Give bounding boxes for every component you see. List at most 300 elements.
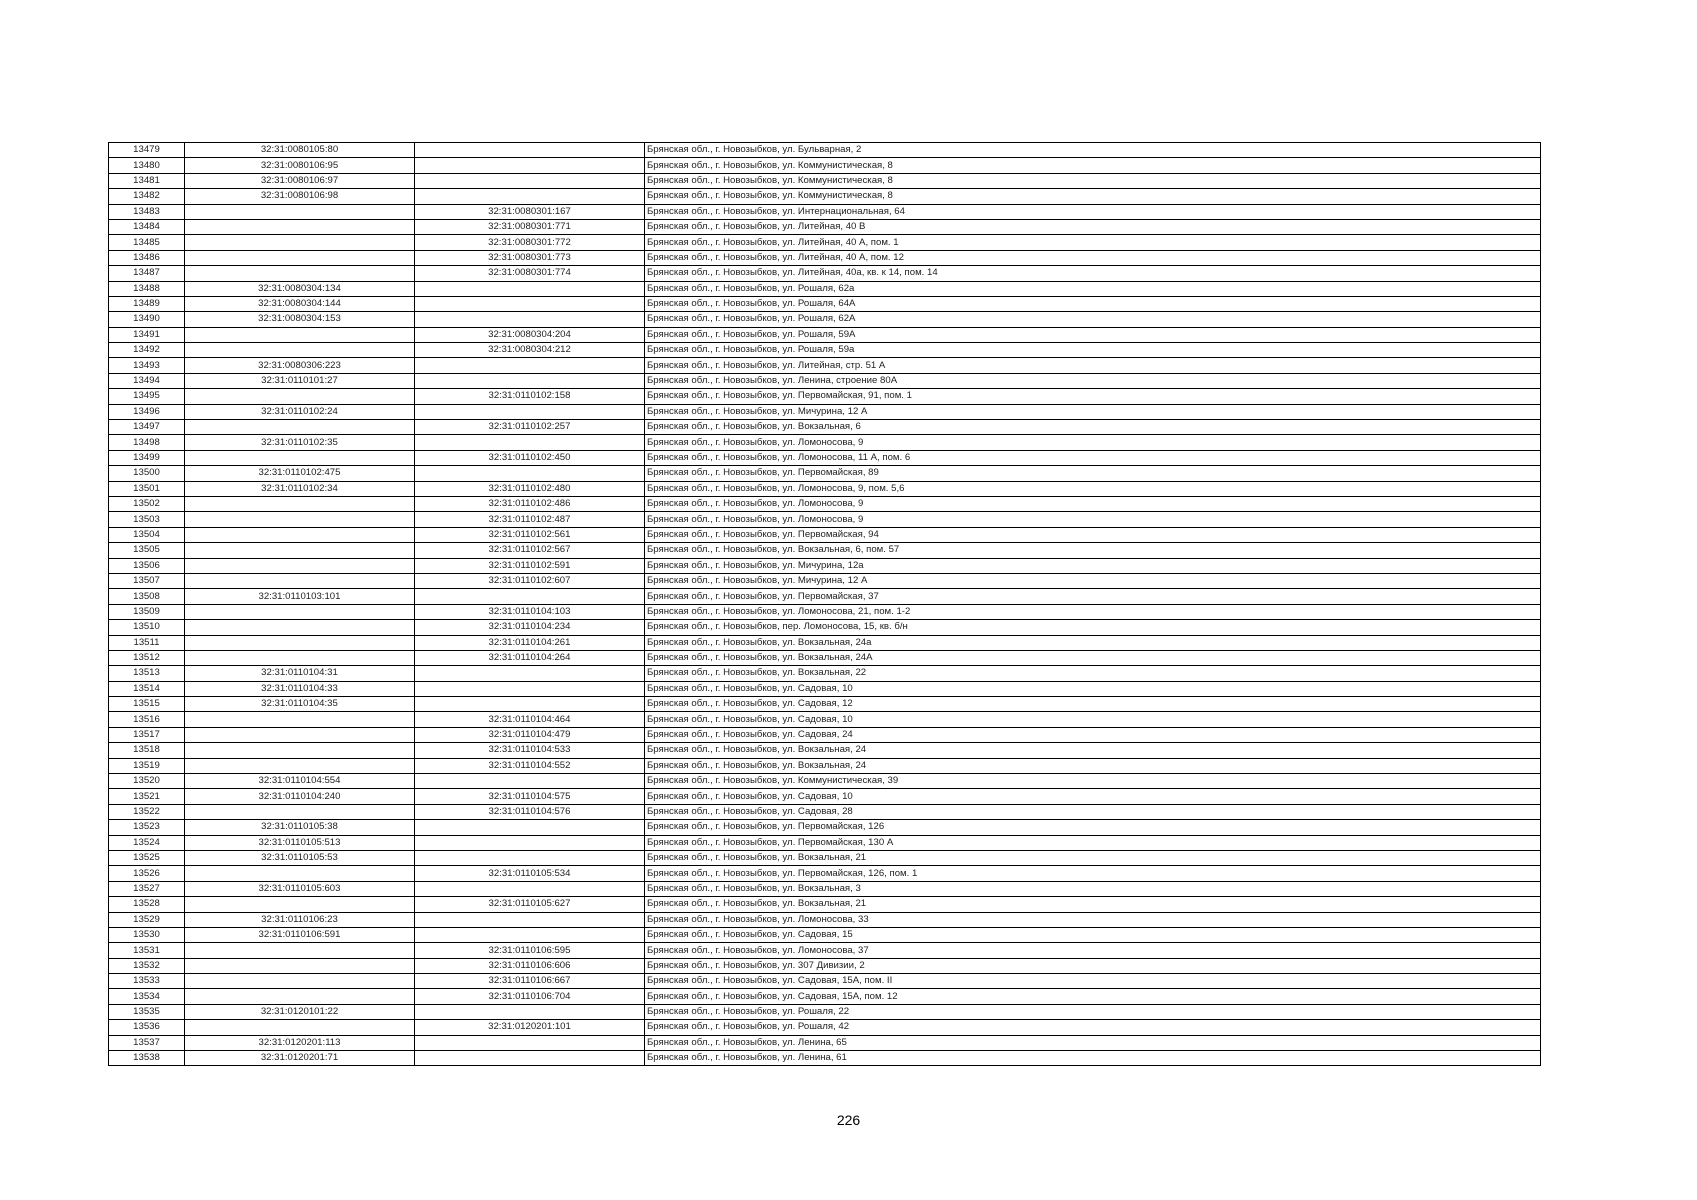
table-row xyxy=(109,389,1541,404)
row-number-cell: 13512 xyxy=(109,650,185,665)
cadastral-number-alt-cell xyxy=(415,435,645,450)
cadastral-number-alt-cell: 32:31:0110102:607 xyxy=(415,573,645,588)
address-cell: Брянская обл., г. Новозыбков, пер. Ломоносова, 15, кв. б/н xyxy=(645,620,1541,635)
address-cell: Брянская обл., г. Новозыбков, ул. Рошаля, 59а xyxy=(645,343,1541,358)
table-row xyxy=(109,589,1541,604)
cadastral-number-alt-cell xyxy=(415,589,645,604)
cadastral-number-alt-cell: 32:31:0110104:264 xyxy=(415,650,645,665)
cadastral-number-cell xyxy=(185,327,415,342)
row-number-cell: 13495 xyxy=(109,389,185,404)
table-row xyxy=(109,758,1541,773)
cadastral-number-cell xyxy=(185,758,415,773)
table-row xyxy=(109,835,1541,850)
row-number-cell: 13510 xyxy=(109,620,185,635)
cadastral-number-cell: 32:31:0110104:554 xyxy=(185,774,415,789)
cadastral-number-alt-cell xyxy=(415,681,645,696)
row-number-cell: 13505 xyxy=(109,543,185,558)
cadastral-number-alt-cell: 32:31:0110104:552 xyxy=(415,758,645,773)
cadastral-number-cell xyxy=(185,958,415,973)
table-row xyxy=(109,189,1541,204)
row-number-cell: 13520 xyxy=(109,774,185,789)
row-number-cell: 13514 xyxy=(109,681,185,696)
table-row xyxy=(109,620,1541,635)
cadastral-number-alt-cell xyxy=(415,881,645,896)
row-number-cell: 13501 xyxy=(109,481,185,496)
table-row xyxy=(109,358,1541,373)
table-row xyxy=(109,958,1541,973)
row-number-cell: 13486 xyxy=(109,250,185,265)
row-number-cell: 13481 xyxy=(109,173,185,188)
cadastral-number-cell xyxy=(185,512,415,527)
cadastral-number-cell xyxy=(185,235,415,250)
cadastral-number-cell xyxy=(185,604,415,619)
address-cell: Брянская обл., г. Новозыбков, ул. Садовая, 28 xyxy=(645,804,1541,819)
table-row xyxy=(109,804,1541,819)
address-cell: Брянская обл., г. Новозыбков, ул. Ломоносова, 9 xyxy=(645,435,1541,450)
address-cell: Брянская обл., г. Новозыбков, ул. Садовая, 15А, пом. 12 xyxy=(645,989,1541,1004)
registry-table-body xyxy=(109,143,1541,1066)
cadastral-number-cell: 32:31:0110104:35 xyxy=(185,697,415,712)
row-number-cell: 13522 xyxy=(109,804,185,819)
cadastral-number-cell xyxy=(185,420,415,435)
table-row xyxy=(109,543,1541,558)
table-row xyxy=(109,666,1541,681)
table-row xyxy=(109,897,1541,912)
table-row xyxy=(109,635,1541,650)
cadastral-number-cell: 32:31:0120201:71 xyxy=(185,1051,415,1066)
cadastral-number-cell xyxy=(185,804,415,819)
row-number-cell: 13521 xyxy=(109,789,185,804)
table-row xyxy=(109,697,1541,712)
cadastral-number-cell: 32:31:0110104:240 xyxy=(185,789,415,804)
row-number-cell: 13517 xyxy=(109,727,185,742)
cadastral-number-cell xyxy=(185,496,415,511)
address-cell: Брянская обл., г. Новозыбков, ул. Ломоносова, 9 xyxy=(645,512,1541,527)
table-row xyxy=(109,204,1541,219)
cadastral-number-alt-cell: 32:31:0110102:567 xyxy=(415,543,645,558)
cadastral-number-alt-cell: 32:31:0080301:773 xyxy=(415,250,645,265)
table-row xyxy=(109,450,1541,465)
table-row xyxy=(109,481,1541,496)
cadastral-number-cell xyxy=(185,712,415,727)
address-cell: Брянская обл., г. Новозыбков, ул. Вокзальная, 22 xyxy=(645,666,1541,681)
cadastral-number-cell: 32:31:0120201:113 xyxy=(185,1035,415,1050)
address-cell: Брянская обл., г. Новозыбков, ул. 307 Дивизии, 2 xyxy=(645,958,1541,973)
cadastral-number-cell: 32:31:0110106:591 xyxy=(185,927,415,942)
cadastral-number-cell: 32:31:0110105:53 xyxy=(185,850,415,865)
cadastral-number-alt-cell: 32:31:0110104:533 xyxy=(415,743,645,758)
cadastral-number-alt-cell xyxy=(415,358,645,373)
address-cell: Брянская обл., г. Новозыбков, ул. Садовая, 10 xyxy=(645,681,1541,696)
row-number-cell: 13487 xyxy=(109,266,185,281)
cadastral-number-alt-cell xyxy=(415,1004,645,1019)
cadastral-number-cell: 32:31:0080304:144 xyxy=(185,296,415,311)
cadastral-number-cell: 32:31:0110106:23 xyxy=(185,912,415,927)
cadastral-number-cell xyxy=(185,866,415,881)
table-row xyxy=(109,420,1541,435)
address-cell: Брянская обл., г. Новозыбков, ул. Ломоносова, 21, пом. 1-2 xyxy=(645,604,1541,619)
table-row xyxy=(109,974,1541,989)
cadastral-number-alt-cell xyxy=(415,158,645,173)
address-cell: Брянская обл., г. Новозыбков, ул. Вокзальная, 24 xyxy=(645,758,1541,773)
address-cell: Брянская обл., г. Новозыбков, ул. Вокзальная, 21 xyxy=(645,897,1541,912)
table-row xyxy=(109,266,1541,281)
property-registry-table xyxy=(108,142,1541,1066)
address-cell: Брянская обл., г. Новозыбков, ул. Вокзальная, 3 xyxy=(645,881,1541,896)
table-row xyxy=(109,466,1541,481)
address-cell: Брянская обл., г. Новозыбков, ул. Коммунистическая, 8 xyxy=(645,189,1541,204)
address-cell: Брянская обл., г. Новозыбков, ул. Коммунистическая, 8 xyxy=(645,173,1541,188)
cadastral-number-alt-cell: 32:31:0110102:591 xyxy=(415,558,645,573)
cadastral-number-alt-cell: 32:31:0110106:606 xyxy=(415,958,645,973)
cadastral-number-alt-cell xyxy=(415,466,645,481)
table-row xyxy=(109,404,1541,419)
page-number: 226 xyxy=(836,1112,861,1128)
table-row xyxy=(109,850,1541,865)
cadastral-number-alt-cell: 32:31:0110105:627 xyxy=(415,897,645,912)
cadastral-number-alt-cell xyxy=(415,281,645,296)
cadastral-number-alt-cell xyxy=(415,312,645,327)
address-cell: Брянская обл., г. Новозыбков, ул. Вокзальная, 24а xyxy=(645,635,1541,650)
address-cell: Брянская обл., г. Новозыбков, ул. Коммунистическая, 8 xyxy=(645,158,1541,173)
table-row xyxy=(109,573,1541,588)
cadastral-number-alt-cell: 32:31:0110106:704 xyxy=(415,989,645,1004)
cadastral-number-cell: 32:31:0080106:98 xyxy=(185,189,415,204)
table-row xyxy=(109,158,1541,173)
cadastral-number-cell xyxy=(185,743,415,758)
cadastral-number-alt-cell: 32:31:0110102:480 xyxy=(415,481,645,496)
table-row xyxy=(109,373,1541,388)
row-number-cell: 13524 xyxy=(109,835,185,850)
cadastral-number-alt-cell: 32:31:0110106:667 xyxy=(415,974,645,989)
cadastral-number-cell xyxy=(185,573,415,588)
cadastral-number-cell: 32:31:0110102:34 xyxy=(185,481,415,496)
address-cell: Брянская обл., г. Новозыбков, ул. Садовая, 10 xyxy=(645,712,1541,727)
address-cell: Брянская обл., г. Новозыбков, ул. Мичурина, 12а xyxy=(645,558,1541,573)
address-cell: Брянская обл., г. Новозыбков, ул. Первомайская, 94 xyxy=(645,527,1541,542)
address-cell: Брянская обл., г. Новозыбков, ул. Рошаля, 62а xyxy=(645,281,1541,296)
cadastral-number-alt-cell: 32:31:0110102:487 xyxy=(415,512,645,527)
cadastral-number-alt-cell xyxy=(415,820,645,835)
row-number-cell: 13529 xyxy=(109,912,185,927)
address-cell: Брянская обл., г. Новозыбков, ул. Вокзальная, 6, пом. 57 xyxy=(645,543,1541,558)
cadastral-number-cell xyxy=(185,943,415,958)
table-row xyxy=(109,912,1541,927)
row-number-cell: 13496 xyxy=(109,404,185,419)
cadastral-number-cell: 32:31:0110102:475 xyxy=(185,466,415,481)
address-cell: Брянская обл., г. Новозыбков, ул. Коммунистическая, 39 xyxy=(645,774,1541,789)
row-number-cell: 13489 xyxy=(109,296,185,311)
table-row xyxy=(109,1035,1541,1050)
cadastral-number-cell: 32:31:0080304:153 xyxy=(185,312,415,327)
row-number-cell: 13534 xyxy=(109,989,185,1004)
address-cell: Брянская обл., г. Новозыбков, ул. Мичурина, 12 А xyxy=(645,404,1541,419)
cadastral-number-cell: 32:31:0080105:80 xyxy=(185,143,415,158)
cadastral-number-cell xyxy=(185,974,415,989)
table-row xyxy=(109,143,1541,158)
address-cell: Брянская обл., г. Новозыбков, ул. Ломоносова, 37 xyxy=(645,943,1541,958)
cadastral-number-alt-cell xyxy=(415,850,645,865)
address-cell: Брянская обл., г. Новозыбков, ул. Рошаля, 22 xyxy=(645,1004,1541,1019)
table-row xyxy=(109,604,1541,619)
cadastral-number-alt-cell: 32:31:0080301:774 xyxy=(415,266,645,281)
cadastral-number-alt-cell xyxy=(415,173,645,188)
address-cell: Брянская обл., г. Новозыбков, ул. Садовая, 24 xyxy=(645,727,1541,742)
cadastral-number-alt-cell: 32:31:0110104:261 xyxy=(415,635,645,650)
cadastral-number-alt-cell: 32:31:0080304:212 xyxy=(415,343,645,358)
cadastral-number-cell xyxy=(185,558,415,573)
address-cell: Брянская обл., г. Новозыбков, ул. Вокзальная, 6 xyxy=(645,420,1541,435)
row-number-cell: 13504 xyxy=(109,527,185,542)
table-row xyxy=(109,1004,1541,1019)
cadastral-number-cell xyxy=(185,266,415,281)
row-number-cell: 13511 xyxy=(109,635,185,650)
address-cell: Брянская обл., г. Новозыбков, ул. Ломоносова, 33 xyxy=(645,912,1541,927)
cadastral-number-cell xyxy=(185,620,415,635)
row-number-cell: 13519 xyxy=(109,758,185,773)
cadastral-number-alt-cell xyxy=(415,927,645,942)
table-row xyxy=(109,650,1541,665)
cadastral-number-alt-cell: 32:31:0110104:576 xyxy=(415,804,645,819)
table-row xyxy=(109,173,1541,188)
cadastral-number-cell: 32:31:0080304:134 xyxy=(185,281,415,296)
cadastral-number-cell xyxy=(185,389,415,404)
cadastral-number-cell xyxy=(185,343,415,358)
cadastral-number-alt-cell xyxy=(415,1051,645,1066)
address-cell: Брянская обл., г. Новозыбков, ул. Первомайская, 126 xyxy=(645,820,1541,835)
cadastral-number-alt-cell xyxy=(415,404,645,419)
row-number-cell: 13527 xyxy=(109,881,185,896)
row-number-cell: 13482 xyxy=(109,189,185,204)
cadastral-number-cell: 32:31:0080106:95 xyxy=(185,158,415,173)
cadastral-number-alt-cell: 32:31:0120201:101 xyxy=(415,1020,645,1035)
row-number-cell: 13535 xyxy=(109,1004,185,1019)
row-number-cell: 13516 xyxy=(109,712,185,727)
cadastral-number-alt-cell: 32:31:0110102:257 xyxy=(415,420,645,435)
row-number-cell: 13491 xyxy=(109,327,185,342)
cadastral-number-alt-cell xyxy=(415,912,645,927)
table-row xyxy=(109,881,1541,896)
cadastral-number-cell xyxy=(185,250,415,265)
cadastral-number-cell: 32:31:0080106:97 xyxy=(185,173,415,188)
cadastral-number-alt-cell: 32:31:0110102:486 xyxy=(415,496,645,511)
row-number-cell: 13488 xyxy=(109,281,185,296)
cadastral-number-alt-cell: 32:31:0110104:575 xyxy=(415,789,645,804)
row-number-cell: 13525 xyxy=(109,850,185,865)
cadastral-number-cell: 32:31:0080306:223 xyxy=(185,358,415,373)
cadastral-number-alt-cell: 32:31:0110104:234 xyxy=(415,620,645,635)
row-number-cell: 13498 xyxy=(109,435,185,450)
address-cell: Брянская обл., г. Новозыбков, ул. Мичурина, 12 А xyxy=(645,573,1541,588)
row-number-cell: 13503 xyxy=(109,512,185,527)
cadastral-number-alt-cell: 32:31:0110102:561 xyxy=(415,527,645,542)
address-cell: Брянская обл., г. Новозыбков, ул. Ломоносова, 11 А, пом. 6 xyxy=(645,450,1541,465)
address-cell: Брянская обл., г. Новозыбков, ул. Рошаля, 59А xyxy=(645,327,1541,342)
table-row xyxy=(109,820,1541,835)
row-number-cell: 13506 xyxy=(109,558,185,573)
table-row xyxy=(109,943,1541,958)
cadastral-number-cell xyxy=(185,727,415,742)
address-cell: Брянская обл., г. Новозыбков, ул. Садовая, 10 xyxy=(645,789,1541,804)
row-number-cell: 13502 xyxy=(109,496,185,511)
cadastral-number-cell xyxy=(185,450,415,465)
address-cell: Брянская обл., г. Новозыбков, ул. Вокзальная, 21 xyxy=(645,850,1541,865)
row-number-cell: 13508 xyxy=(109,589,185,604)
row-number-cell: 13533 xyxy=(109,974,185,989)
address-cell: Брянская обл., г. Новозыбков, ул. Рошаля, 62А xyxy=(645,312,1541,327)
cadastral-number-cell: 32:31:0120101:22 xyxy=(185,1004,415,1019)
row-number-cell: 13532 xyxy=(109,958,185,973)
cadastral-number-cell: 32:31:0110103:101 xyxy=(185,589,415,604)
row-number-cell: 13513 xyxy=(109,666,185,681)
row-number-cell: 13490 xyxy=(109,312,185,327)
cadastral-number-alt-cell xyxy=(415,835,645,850)
table-row xyxy=(109,296,1541,311)
table-row xyxy=(109,774,1541,789)
table-row xyxy=(109,219,1541,234)
address-cell: Брянская обл., г. Новозыбков, ул. Литейная, 40 В xyxy=(645,219,1541,234)
table-row xyxy=(109,527,1541,542)
table-row xyxy=(109,435,1541,450)
cadastral-number-alt-cell xyxy=(415,373,645,388)
row-number-cell: 13531 xyxy=(109,943,185,958)
row-number-cell: 13499 xyxy=(109,450,185,465)
cadastral-number-alt-cell xyxy=(415,666,645,681)
address-cell: Брянская обл., г. Новозыбков, ул. Вокзальная, 24 xyxy=(645,743,1541,758)
row-number-cell: 13480 xyxy=(109,158,185,173)
address-cell: Брянская обл., г. Новозыбков, ул. Первомайская, 126, пом. 1 xyxy=(645,866,1541,881)
cadastral-number-alt-cell xyxy=(415,296,645,311)
cadastral-number-cell: 32:31:0110101:27 xyxy=(185,373,415,388)
address-cell: Брянская обл., г. Новозыбков, ул. Садовая, 15 xyxy=(645,927,1541,942)
cadastral-number-cell xyxy=(185,650,415,665)
cadastral-number-alt-cell: 32:31:0080301:167 xyxy=(415,204,645,219)
address-cell: Брянская обл., г. Новозыбков, ул. Литейная, 40 А, пом. 1 xyxy=(645,235,1541,250)
cadastral-number-alt-cell xyxy=(415,774,645,789)
table-row xyxy=(109,789,1541,804)
cadastral-number-cell: 32:31:0110104:31 xyxy=(185,666,415,681)
row-number-cell: 13500 xyxy=(109,466,185,481)
row-number-cell: 13484 xyxy=(109,219,185,234)
row-number-cell: 13485 xyxy=(109,235,185,250)
row-number-cell: 13530 xyxy=(109,927,185,942)
row-number-cell: 13509 xyxy=(109,604,185,619)
cadastral-number-cell xyxy=(185,989,415,1004)
table-row xyxy=(109,681,1541,696)
cadastral-number-alt-cell xyxy=(415,697,645,712)
cadastral-number-alt-cell xyxy=(415,143,645,158)
cadastral-number-alt-cell xyxy=(415,189,645,204)
table-row xyxy=(109,496,1541,511)
address-cell: Брянская обл., г. Новозыбков, ул. Ленина, 65 xyxy=(645,1035,1541,1050)
row-number-cell: 13526 xyxy=(109,866,185,881)
cadastral-number-cell xyxy=(185,635,415,650)
cadastral-number-alt-cell: 32:31:0080301:772 xyxy=(415,235,645,250)
cadastral-number-alt-cell: 32:31:0080304:204 xyxy=(415,327,645,342)
address-cell: Брянская обл., г. Новозыбков, ул. Садовая, 15А, пом. II xyxy=(645,974,1541,989)
address-cell: Брянская обл., г. Новозыбков, ул. Литейная, стр. 51 А xyxy=(645,358,1541,373)
table-row xyxy=(109,1051,1541,1066)
cadastral-number-alt-cell xyxy=(415,1035,645,1050)
row-number-cell: 13538 xyxy=(109,1051,185,1066)
cadastral-number-alt-cell: 32:31:0110102:450 xyxy=(415,450,645,465)
address-cell: Брянская обл., г. Новозыбков, ул. Первомайская, 91, пом. 1 xyxy=(645,389,1541,404)
table-row xyxy=(109,743,1541,758)
cadastral-number-cell: 32:31:0110104:33 xyxy=(185,681,415,696)
address-cell: Брянская обл., г. Новозыбков, ул. Рошаля, 42 xyxy=(645,1020,1541,1035)
table-row xyxy=(109,327,1541,342)
row-number-cell: 13537 xyxy=(109,1035,185,1050)
row-number-cell: 13483 xyxy=(109,204,185,219)
cadastral-number-cell xyxy=(185,527,415,542)
table-row xyxy=(109,512,1541,527)
table-row xyxy=(109,235,1541,250)
address-cell: Брянская обл., г. Новозыбков, ул. Литейная, 40 А, пом. 12 xyxy=(645,250,1541,265)
address-cell: Брянская обл., г. Новозыбков, ул. Бульварная, 2 xyxy=(645,143,1541,158)
address-cell: Брянская обл., г. Новозыбков, ул. Первомайская, 37 xyxy=(645,589,1541,604)
table-row xyxy=(109,727,1541,742)
row-number-cell: 13497 xyxy=(109,420,185,435)
table-row xyxy=(109,281,1541,296)
table-row xyxy=(109,558,1541,573)
cadastral-number-cell xyxy=(185,204,415,219)
row-number-cell: 13479 xyxy=(109,143,185,158)
cadastral-number-alt-cell: 32:31:0110106:595 xyxy=(415,943,645,958)
cadastral-number-alt-cell: 32:31:0110105:534 xyxy=(415,866,645,881)
address-cell: Брянская обл., г. Новозыбков, ул. Интернациональная, 64 xyxy=(645,204,1541,219)
address-cell: Брянская обл., г. Новозыбков, ул. Ломоносова, 9, пом. 5,6 xyxy=(645,481,1541,496)
table-row xyxy=(109,712,1541,727)
cadastral-number-cell xyxy=(185,897,415,912)
cadastral-number-cell: 32:31:0110102:35 xyxy=(185,435,415,450)
cadastral-number-cell xyxy=(185,219,415,234)
cadastral-number-alt-cell: 32:31:0110104:464 xyxy=(415,712,645,727)
address-cell: Брянская обл., г. Новозыбков, ул. Первомайская, 130 А xyxy=(645,835,1541,850)
cadastral-number-alt-cell: 32:31:0110104:103 xyxy=(415,604,645,619)
row-number-cell: 13493 xyxy=(109,358,185,373)
address-cell: Брянская обл., г. Новозыбков, ул. Вокзальная, 24А xyxy=(645,650,1541,665)
cadastral-number-alt-cell: 32:31:0110104:479 xyxy=(415,727,645,742)
row-number-cell: 13492 xyxy=(109,343,185,358)
cadastral-number-cell: 32:31:0110105:38 xyxy=(185,820,415,835)
address-cell: Брянская обл., г. Новозыбков, ул. Ленина, 61 xyxy=(645,1051,1541,1066)
table-row xyxy=(109,312,1541,327)
row-number-cell: 13507 xyxy=(109,573,185,588)
address-cell: Брянская обл., г. Новозыбков, ул. Рошаля, 64А xyxy=(645,296,1541,311)
row-number-cell: 13528 xyxy=(109,897,185,912)
address-cell: Брянская обл., г. Новозыбков, ул. Литейная, 40а, кв. к 14, пом. 14 xyxy=(645,266,1541,281)
cadastral-number-cell: 32:31:0110105:603 xyxy=(185,881,415,896)
row-number-cell: 13518 xyxy=(109,743,185,758)
cadastral-number-cell: 32:31:0110105:513 xyxy=(185,835,415,850)
table-row xyxy=(109,989,1541,1004)
address-cell: Брянская обл., г. Новозыбков, ул. Ломоносова, 9 xyxy=(645,496,1541,511)
row-number-cell: 13523 xyxy=(109,820,185,835)
table-row xyxy=(109,927,1541,942)
row-number-cell: 13536 xyxy=(109,1020,185,1035)
address-cell: Брянская обл., г. Новозыбков, ул. Первомайская, 89 xyxy=(645,466,1541,481)
table-row xyxy=(109,866,1541,881)
cadastral-number-alt-cell: 32:31:0110102:158 xyxy=(415,389,645,404)
row-number-cell: 13494 xyxy=(109,373,185,388)
table-row xyxy=(109,250,1541,265)
cadastral-number-alt-cell: 32:31:0080301:771 xyxy=(415,219,645,234)
address-cell: Брянская обл., г. Новозыбков, ул. Садовая, 12 xyxy=(645,697,1541,712)
table-row xyxy=(109,1020,1541,1035)
row-number-cell: 13515 xyxy=(109,697,185,712)
cadastral-number-cell xyxy=(185,543,415,558)
cadastral-number-cell: 32:31:0110102:24 xyxy=(185,404,415,419)
